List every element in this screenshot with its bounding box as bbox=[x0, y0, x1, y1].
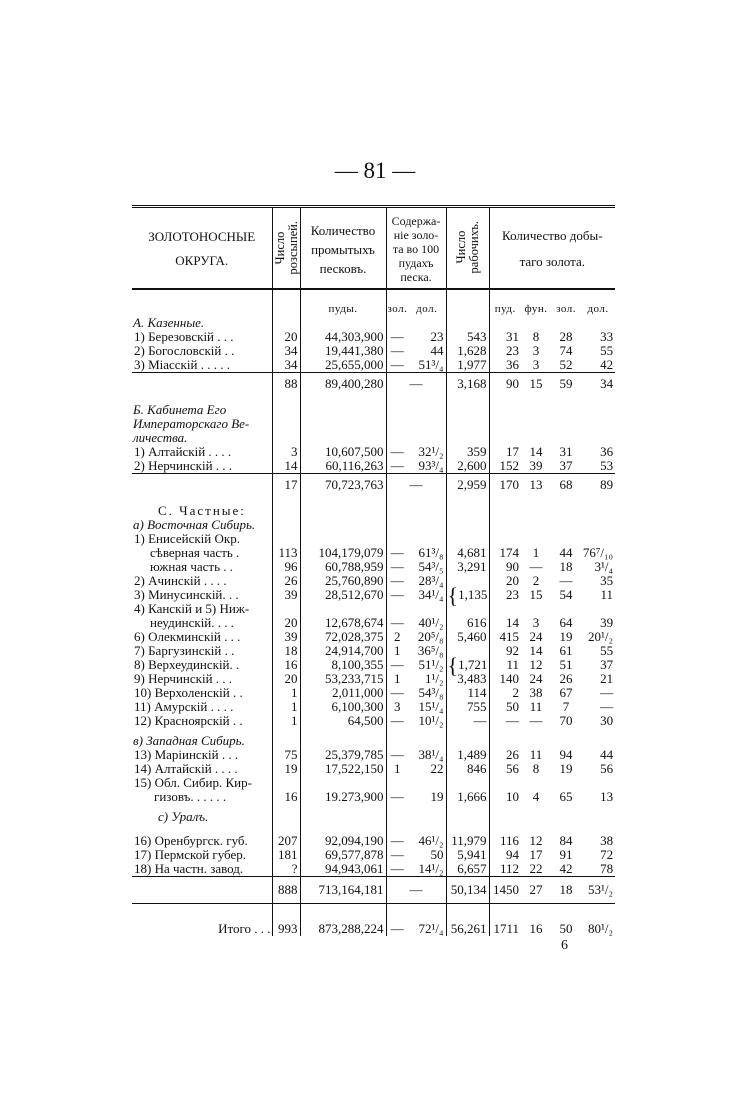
district-name: неудинскій. . . . bbox=[132, 616, 272, 630]
subsection-title-row bbox=[132, 518, 615, 532]
header-placers: Число розсыпей. bbox=[272, 207, 300, 290]
table-row bbox=[132, 776, 615, 790]
table-row bbox=[132, 532, 615, 546]
page-number: — 81 — bbox=[334, 158, 416, 183]
table-row: 13) Маріинскій . . . 75 25,379,785 — 38¹/₄ 1,489 26 11 94 44 bbox=[134, 747, 614, 762]
header-workers: Число рабочихъ. bbox=[446, 207, 489, 290]
district-name: 4) Канскій и 5) Ниж- bbox=[132, 602, 272, 616]
district-name: 2) Нерчинскій . . . bbox=[132, 459, 272, 474]
table-row: 2) Богословскій . . 34 19,441,380 — 44 1,628 23 3 74 55 bbox=[134, 343, 614, 358]
table-row: 16) Оренбургск. губ. 207 92,094,190 — 46¹/₂ 11,979 116 12 84 38 bbox=[134, 833, 614, 848]
district-name: гизовъ. . . . . . bbox=[132, 790, 272, 804]
grand-total-row: Итого . . . 993 873,288,224 — 72¹/₄ 56,261 1711 16 50 80¹/₂ bbox=[132, 904, 615, 937]
table-row: 14) Алтайскій . . . . 19 17,522,150 1 22 846 56 8 19 56 bbox=[134, 761, 614, 776]
district-name: 18) На частн. завод. bbox=[132, 862, 272, 877]
table-row: 12) Красноярскій . . 1 64,500 — 10¹/₂ — — — 70 30 bbox=[134, 713, 614, 728]
district-name: 9) Нерчинскій . . . bbox=[132, 672, 272, 686]
table-row: неудинскій. . . . 20 12,678,674 — 40¹/₂ 616 14 3 64 39 bbox=[132, 616, 615, 630]
table-row: 2) Ачинскій . . . . 26 25,760,890 — 28³/₄ {1,135 20 2 — 35 bbox=[134, 573, 614, 608]
header-sands: Количество промытыхъ песковъ. bbox=[300, 207, 386, 290]
district-name: южная часть . . bbox=[132, 560, 272, 574]
table-row: 3) Міасскій . . . . . 34 25,655,000 — 51³/₄ 1,977 36 3 52 42 bbox=[134, 357, 614, 372]
district-name: 11) Амурскій . . . . bbox=[132, 700, 272, 714]
district-name: 6) Олекминскій . . . bbox=[132, 630, 272, 644]
section-title: личества. bbox=[132, 431, 272, 445]
section-sum-row: 88 89,400,280 — 3,168 90 15 59 34 bbox=[132, 373, 615, 398]
section-title: в) Западная Сибирь. bbox=[132, 728, 272, 748]
district-name: 12) Красноярскій . . bbox=[132, 714, 272, 728]
district-name: 7) Баргузинскій . . bbox=[132, 644, 272, 658]
section-title-row bbox=[132, 316, 615, 330]
subsection-title-row bbox=[132, 804, 615, 834]
district-name: 17) Пермской губер. bbox=[132, 848, 272, 862]
district-name: 1) Алтайскій . . . . bbox=[132, 445, 272, 459]
section-title-row bbox=[132, 397, 615, 417]
table-row: сѣверная часть . 113 104,179,079 — 61³/₈ 4,681 174 1 44 76⁷/₁₀ bbox=[132, 546, 615, 560]
district-name: 15) Обл. Сибир. Кир- bbox=[132, 776, 272, 790]
table-row: 18) На частн. завод. ? 94,943,061 — 14¹/₂ 6,657 112 22 42 78 bbox=[134, 861, 614, 876]
district-name: сѣверная часть . bbox=[132, 546, 272, 560]
subsection-title-row bbox=[132, 728, 615, 748]
header-content: Содержа- ніе золо- та во 100 пудахъ песка. bbox=[386, 207, 446, 290]
district-name: Итого . . . bbox=[132, 904, 272, 937]
section-title: Б. Кабинета Его bbox=[132, 397, 272, 417]
section-title: с) Уралъ. bbox=[132, 804, 272, 834]
table-row: 17) Пермской губер. 181 69,577,878 — 50 5,941 94 17 91 72 bbox=[134, 847, 614, 862]
district-name: 13) Маріинскій . . . bbox=[132, 748, 272, 762]
section-sum-row: 888 713,164,181 — 50,134 1450 27 18 53¹/₂ bbox=[132, 877, 615, 904]
section-title: С. Частные: bbox=[132, 498, 272, 518]
header-district: ЗОЛОТОНОСНЫЕ ОКРУГА. bbox=[132, 207, 272, 290]
table-row bbox=[132, 602, 615, 616]
table-row: 3) Минусинскій. . . 39 28,512,670 — 34¹/₄ 23 15 54 11 bbox=[134, 587, 614, 602]
table-row: гизовъ. . . . . . 16 19.273,900 — 19 1,666 10 4 65 13 bbox=[132, 790, 615, 804]
section-title-row bbox=[132, 417, 615, 431]
section-title: Императорскаго Ве- bbox=[132, 417, 272, 431]
district-name: 1) Березовскій . . . bbox=[132, 330, 272, 344]
district-name: 14) Алтайскій . . . . bbox=[132, 762, 272, 776]
signature-mark: 6 bbox=[561, 938, 568, 953]
table-row: 7) Баргузинскій . . 18 24,914,700 1 36⁵/₈ {1,721 92 14 61 55 bbox=[134, 643, 614, 678]
district-name: 2) Богословскій . . bbox=[132, 344, 272, 358]
section-title-row bbox=[132, 431, 615, 445]
section-title-row bbox=[132, 498, 615, 518]
header-gold: Количество добы- таго золота. bbox=[489, 207, 615, 290]
district-name: 2) Ачинскій . . . . bbox=[132, 574, 272, 588]
district-name: 3) Міасскій . . . . . bbox=[132, 358, 272, 373]
table-row: 8) Верхеудинскій. . 16 8,100,355 — 51¹/₂ 11 12 51 37 bbox=[134, 657, 614, 672]
table-row: 10) Верхоленскій . . 1 2,011,000 — 54³/₈ 114 2 38 67 — bbox=[134, 685, 614, 700]
section-title: А. Казенные. bbox=[132, 316, 272, 330]
district-name: 16) Оренбургск. губ. bbox=[132, 834, 272, 848]
district-name: 1) Енисейскій Окр. bbox=[132, 532, 272, 546]
table-row: 6) Олекминскій . . . 39 72,028,375 2 20⁵/₈ 5,460 415 24 19 20¹/₂ bbox=[134, 629, 614, 644]
table-row: южная часть . . 96 60,788,959 — 54³/₅ 3,291 90 — 18 3¹/₄ bbox=[132, 560, 615, 574]
units-row: пуды. зол. дол. пуд. фун. зол. дол. bbox=[132, 289, 615, 316]
district-name: 3) Минусинскій. . . bbox=[132, 588, 272, 602]
table-row: 1) Алтайскій . . . . 3 10,607,500 — 32¹/₂ 359 17 14 31 36 bbox=[134, 444, 614, 459]
table-row: 2) Нерчинскій . . . 14 60,116,263 — 93³/₄ 2,600 152 39 37 53 bbox=[134, 458, 614, 473]
section-title: а) Восточная Сибирь. bbox=[132, 518, 272, 532]
table-row: 9) Нерчинскій . . . 20 53,233,715 1 1¹/₂ 3,483 140 24 26 21 bbox=[134, 671, 614, 686]
table-row: 1) Березовскій . . . 20 44,303,900 — 23 543 31 8 28 33 bbox=[134, 329, 614, 344]
gold-districts-table bbox=[132, 205, 615, 936]
district-name: 8) Верхеудинскій. . bbox=[132, 658, 272, 672]
table-row: 11) Амурскій . . . . 1 6,100,300 3 15¹/₄ 755 50 11 7 — bbox=[134, 699, 614, 714]
section-sum-row: 17 70,723,763 — 2,959 170 13 68 89 bbox=[132, 474, 615, 499]
district-name: 10) Верхоленскій . . bbox=[132, 686, 272, 700]
